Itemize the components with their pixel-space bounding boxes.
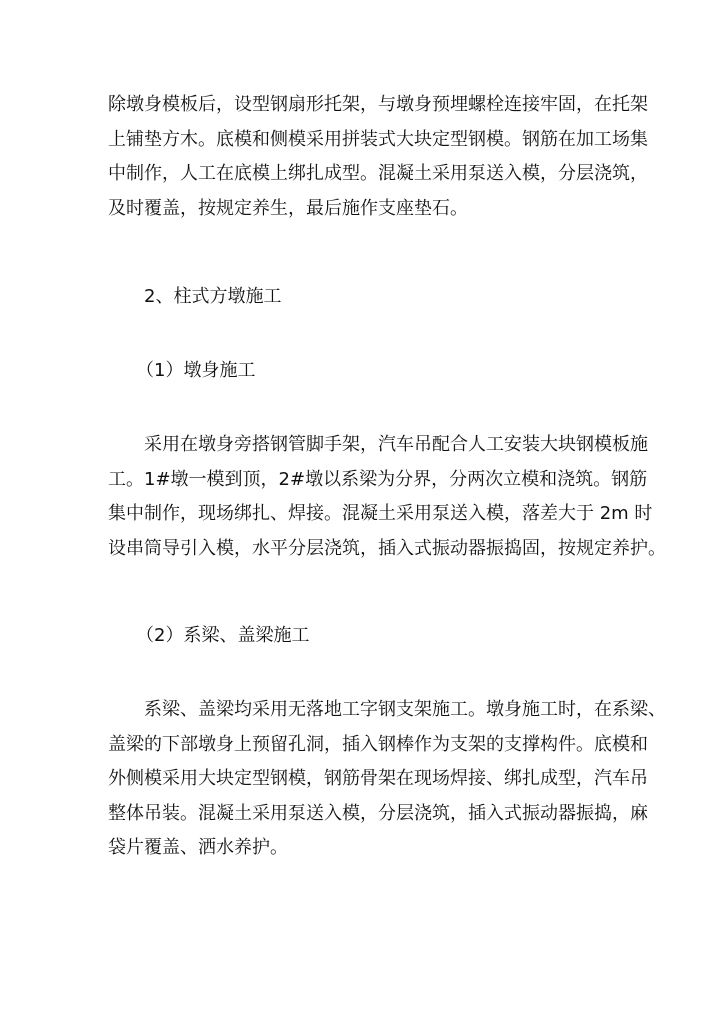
paragraph-1-line: 除墩身模板后，设型钢扇形托架，与墩身预埋螺栓连接牢固，在托架 — [108, 94, 648, 115]
paragraph-3-line: 盖梁的下部墩身上预留孔洞，插入钢棒作为支架的支撑构件。底模和 — [108, 733, 648, 755]
paragraph-3-line: 外侧模采用大块定型钢模，钢筋骨架在现场焊接、绑扎成型，汽车吊 — [108, 768, 648, 789]
paragraph-3-line: 袋片覆盖、洒水养护。 — [108, 837, 288, 858]
paragraph-2-line: 工。1#墩一模到顶，2#墩以系梁为分界，分两次立模和浇筑。钢筋 — [108, 468, 648, 490]
subsection-heading-2-2: （2）系梁、盖梁施工 — [136, 625, 310, 646]
section-heading-2: 2、柱式方墩施工 — [144, 286, 282, 307]
paragraph-2-line: 采用在墩身旁搭钢管脚手架，汽车吊配合人工安装大块钢模板施 — [108, 434, 648, 455]
paragraph-1-line: 上铺垫方木。底模和侧模采用拼装式大块定型钢模。钢筋在加工场集 — [108, 128, 648, 150]
subsection-heading-2-1: （1）墩身施工 — [136, 360, 256, 381]
paragraph-3-line: 系梁、盖梁均采用无落地工字钢支架施工。墩身施工时，在系梁、 — [108, 699, 666, 720]
paragraph-1-line: 及时覆盖，按规定养生，最后施作支座垫石。 — [108, 197, 468, 219]
paragraph-3-line: 整体吊装。混凝土采用泵送入模，分层浇筑，插入式振动器振捣，麻 — [108, 802, 648, 824]
paragraph-2-line: 设串筒导引入模，水平分层浇筑，插入式振动器振捣固，按规定养护。 — [108, 537, 666, 559]
paragraph-2-line: 集中制作，现场绑扎、焊接。混凝土采用泵送入模，落差大于 2m 时 — [108, 503, 653, 524]
paragraph-2 — [108, 428, 666, 566]
paragraph-1 — [108, 88, 648, 226]
paragraph-1-line: 中制作，人工在底模上绑扎成型。混凝土采用泵送入模，分层浇筑， — [108, 163, 648, 184]
paragraph-3 — [108, 693, 666, 866]
